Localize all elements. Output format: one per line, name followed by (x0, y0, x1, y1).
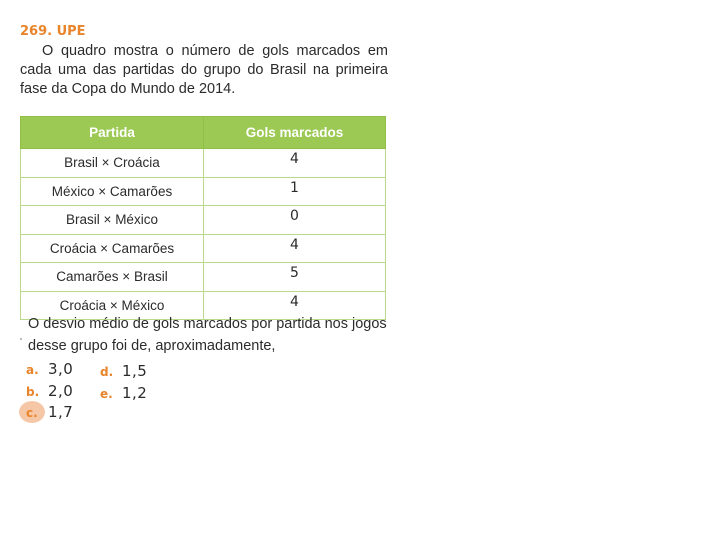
option-b[interactable] (26, 382, 73, 400)
statement-text: O quadro mostra o número de gols marcados em cada uma das partidas do grupo do Brasil na primeira fase da Copa do Mundo de 2014. (20, 43, 388, 97)
option-d[interactable] (100, 362, 147, 380)
option-a[interactable] (26, 360, 73, 378)
margin-dot (20, 338, 22, 340)
question-number: 269. UPE (20, 24, 86, 39)
option-letter: c. (26, 406, 38, 420)
option-c[interactable] (26, 403, 73, 421)
question-statement (20, 42, 388, 99)
option-letter: e. (100, 387, 113, 401)
option-value: 3,0 (48, 360, 74, 378)
match-cell: Croácia × México (21, 291, 204, 320)
goals-table (20, 116, 386, 320)
goals-cell: 0 (204, 206, 386, 235)
goals-cell: 4 (204, 234, 386, 263)
question-text: O desvio médio de gols marcados por partida nos jogos desse grupo foi de, aproximadamente, (28, 316, 387, 354)
goals-cell: 4 (204, 149, 386, 178)
match-cell: Brasil × Croácia (21, 149, 204, 178)
match-cell: México × Camarões (21, 177, 204, 206)
table-header-row (21, 117, 386, 149)
option-value: 1,2 (122, 384, 148, 402)
table-row (21, 263, 386, 292)
option-value: 1,7 (48, 403, 74, 421)
header-match: Partida (21, 117, 204, 149)
table-row (21, 234, 386, 263)
match-cell: Camarões × Brasil (21, 263, 204, 292)
table-row (21, 149, 386, 178)
table-row (21, 206, 386, 235)
goals-cell: 1 (204, 177, 386, 206)
option-value: 2,0 (48, 382, 74, 400)
table-row (21, 177, 386, 206)
option-e[interactable] (100, 384, 147, 402)
option-letter: a. (26, 363, 39, 377)
header-goals: Gols marcados (204, 117, 386, 149)
goals-cell: 4 (204, 291, 386, 320)
option-letter: d. (100, 365, 114, 379)
match-cell: Croácia × Camarões (21, 234, 204, 263)
option-letter: b. (26, 385, 40, 399)
option-value: 1,5 (122, 362, 148, 380)
match-cell: Brasil × México (21, 206, 204, 235)
goals-cell: 5 (204, 263, 386, 292)
